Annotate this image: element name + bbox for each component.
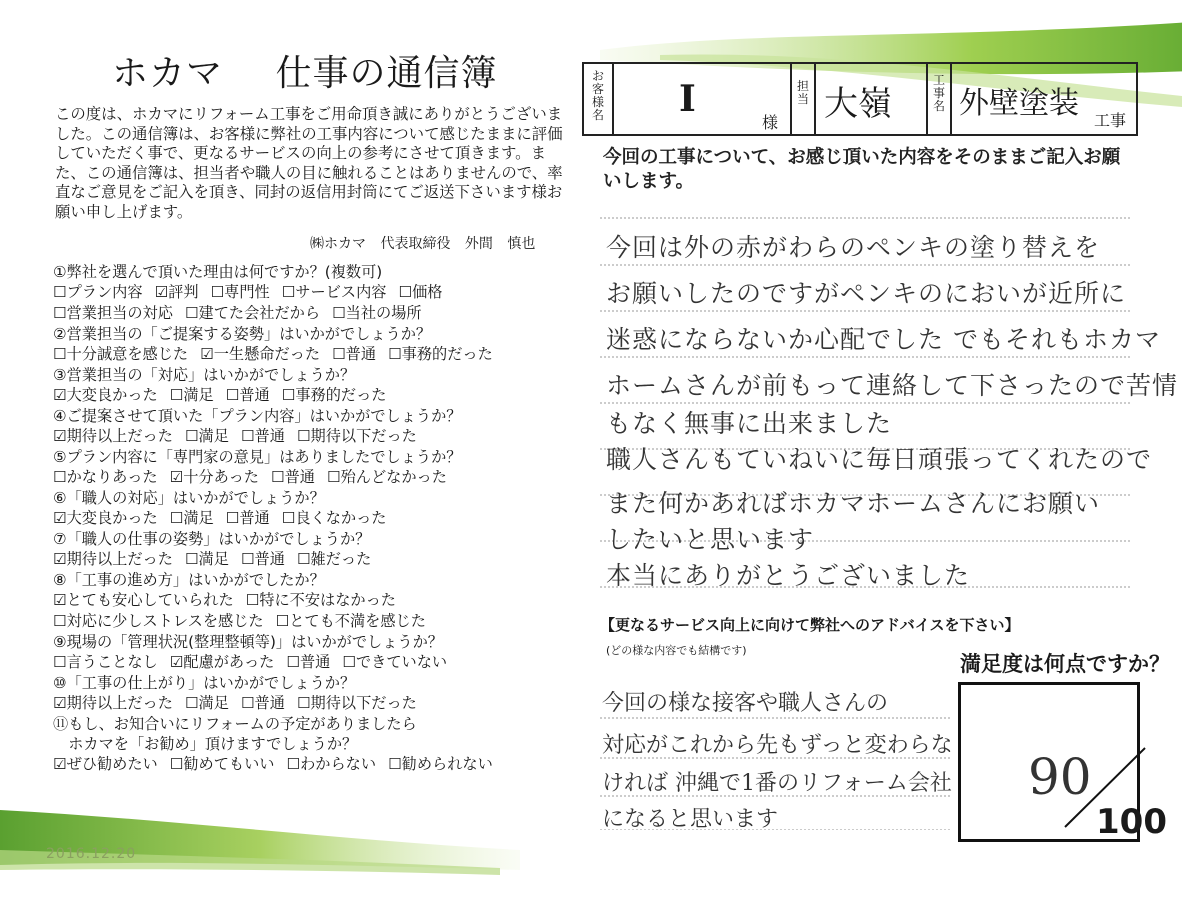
checkbox-option[interactable]: ☑一生懸命だった [200, 345, 321, 363]
satisfaction-score: 90 [1028, 748, 1092, 806]
option-row [53, 754, 573, 775]
option-row [53, 467, 573, 488]
checkbox-option[interactable]: ☐普通 [240, 694, 285, 712]
checkbox-option[interactable]: ☐十分誠意を感じた [53, 345, 189, 363]
question-title: ⑨現場の「管理状況(整理整頓等)」はいかがでしょうか？ [53, 633, 443, 651]
question-10 [53, 673, 573, 714]
checkbox-option[interactable]: ☐満足 [184, 694, 229, 712]
checkbox-option[interactable]: ☐雑だった [296, 550, 372, 568]
date-stamp: 2016.12.20 [46, 846, 137, 862]
checkbox-option[interactable]: ☐満足 [169, 386, 214, 404]
checkbox-option[interactable]: ☐営業担当の対応 [53, 304, 173, 322]
checkbox-option[interactable]: ☐プラン内容 [53, 283, 143, 301]
option-row [53, 282, 573, 303]
customer-label-cell [584, 64, 614, 134]
checkbox-option[interactable]: ☐普通 [332, 345, 377, 363]
checkbox-option[interactable]: ☐わからない [286, 755, 377, 773]
checkbox-option[interactable]: ☐普通 [286, 653, 331, 671]
work-suffix: 工事 [1094, 111, 1127, 130]
option-row [53, 693, 573, 714]
checkbox-option[interactable]: ☐当社の場所 [332, 304, 422, 322]
question-title: ①弊社を選んで頂いた理由は何ですか？(複数可) [53, 263, 383, 281]
comment-line: 迷惑にならないか心配でした でもそれもホカマ [606, 325, 1161, 354]
question-3 [53, 365, 573, 406]
checkbox-option[interactable]: ☑ぜひ勧めたい [53, 755, 158, 773]
checkbox-option[interactable]: ☐かなりあった [53, 468, 158, 486]
title-text: 仕事の通信簿 [275, 53, 498, 94]
question-4 [53, 406, 573, 447]
question-title: ⑥「職人の対応」はいかがでしょうか？ [53, 489, 325, 507]
advice-line: になると思います [602, 807, 779, 832]
question-list [53, 262, 573, 775]
comment-line: また何かあればホカマホームさんにお願い [606, 489, 1101, 518]
comment-line: お願いしたのですがペンキのにおいが近所に [606, 279, 1127, 308]
checkbox-option[interactable]: ☐勧めてもいい [169, 755, 275, 773]
checkbox-option[interactable]: ☑十分あった [169, 468, 259, 486]
comment-line: 今回は外の赤がわらのペンキの塗り替えを [606, 233, 1101, 262]
comment-prompt: 今回の工事について、お感じ頂いた内容をそのままご記入お願いします。 [603, 147, 1121, 192]
question-7 [53, 529, 573, 570]
checkbox-option[interactable]: ☐良くなかった [281, 509, 387, 527]
checkbox-option[interactable]: ☐建てた会社だから [184, 304, 321, 322]
question-1 [53, 262, 573, 324]
checkbox-option[interactable]: ☐普通 [225, 509, 270, 527]
checkbox-option[interactable]: ☑評判 [154, 283, 199, 301]
rep-name: 大嶺 [824, 84, 892, 124]
page-title [112, 45, 497, 96]
rep-label-cell [792, 64, 816, 134]
advice-line: ければ 沖縄で1番のリフォーム会社 [602, 771, 952, 796]
comment-line: したいと思います [606, 525, 815, 554]
option-row [53, 590, 573, 611]
customer-label: お客様名 [591, 69, 604, 122]
question-title: ⑩「工事の仕上がり」はいかがでしょうか？ [53, 674, 356, 692]
checkbox-option[interactable]: ☑期待以上だった [53, 694, 173, 712]
advice-heading: 【更なるサービス向上に向けて弊社へのアドバイスを下さい】 [600, 616, 1020, 634]
checkbox-option[interactable]: ☐事務的だった [388, 345, 493, 363]
checkbox-option[interactable]: ☐価格 [398, 283, 443, 301]
comment-line: もなく無事に出来ました [606, 409, 893, 438]
checkbox-option[interactable]: ☑期待以上だった [53, 427, 173, 445]
question-title: ⑪もし、お知合いにリフォームの予定がありましたら [53, 715, 417, 733]
checkbox-option[interactable]: ☐期待以下だった [296, 427, 417, 445]
checkbox-option[interactable]: ☐言うことなし [53, 653, 158, 671]
checkbox-option[interactable]: ☐勧められない [388, 755, 493, 773]
question-11 [53, 714, 573, 775]
option-row [53, 611, 573, 632]
checkbox-option[interactable]: ☐特に不安はなかった [245, 591, 396, 609]
green-swoosh-bottom [0, 790, 520, 900]
checkbox-option[interactable]: ☑期待以上だった [53, 550, 173, 568]
comment-line: ホームさんが前もって連絡して下さったので苦情 [606, 371, 1179, 400]
option-row [53, 426, 573, 447]
option-row [53, 303, 573, 324]
option-row [53, 549, 573, 570]
checkbox-option[interactable]: ☐満足 [184, 550, 229, 568]
satisfaction-question: 満足度は何点ですか？ [960, 652, 1170, 676]
work-label: 工事名 [932, 73, 945, 113]
rep-label: 担当 [796, 79, 809, 106]
customer-info-box [582, 62, 1138, 136]
customer-suffix: 様 [762, 113, 779, 132]
question-title-cont: ホカマを「お勧め」頂けますでしょうか？ [53, 735, 358, 753]
checkbox-option[interactable]: ☑とても安心していられた [53, 591, 234, 609]
checkbox-option[interactable]: ☐満足 [169, 509, 214, 527]
question-title: ③営業担当の「対応」はいかがでしょうか？ [53, 366, 356, 384]
question-title: ⑤プラン内容に「専門家の意見」はありましたでしょうか？ [53, 448, 462, 466]
checkbox-option[interactable]: ☐できていない [342, 653, 448, 671]
signature: ㈱ホカマ 代表取締役 外間 慎也 [310, 236, 536, 252]
checkbox-option[interactable]: ☑大変良かった [53, 509, 158, 527]
checkbox-option[interactable]: ☐満足 [184, 427, 229, 445]
question-9 [53, 632, 573, 673]
advice-subheading: (どの様な内容でも結構です) [606, 644, 747, 657]
satisfaction-max: 100 [1096, 802, 1167, 842]
checkbox-option[interactable]: ☑大変良かった [53, 386, 158, 404]
checkbox-option[interactable]: ☐とても不満を感じた [275, 612, 426, 630]
question-5 [53, 447, 573, 488]
question-2 [53, 324, 573, 365]
comment-line: 職人さんもていねいに毎日頑張ってくれたので [606, 445, 1153, 474]
intro-text: この度は、ホカマにリフォーム工事をご用命頂き誠にありがとうございました。この通信簿は、お客様に弊社の工事内容について感じたままに評価していただく事で、更なるサービスの向上の参考にさせて頂きます。また、この通信簿は、担当者や職人の目に触れることはありませんので、率直なご意見をご記入を頂き、同封の返信用封筒にてご返送下さいます様お願い申し上げます。 [55, 105, 563, 221]
question-title: ④ご提案させて頂いた「プラン内容」はいかがでしょうか？ [53, 407, 462, 425]
advice-line: 今回の様な接客や職人さんの [602, 691, 889, 716]
question-title: ⑧「工事の進め方」はいかがでしたか？ [53, 571, 325, 589]
advice-line: 対応がこれから先もずっと変わらな [602, 733, 953, 758]
checkbox-option[interactable]: ☐期待以下だった [296, 694, 417, 712]
checkbox-option[interactable]: ☐普通 [225, 386, 270, 404]
comment-line: 本当にありがとうございました [606, 561, 971, 590]
checkbox-option[interactable]: ☐サービス内容 [281, 283, 387, 301]
work-name: 外壁塗装 [959, 86, 1079, 121]
option-row [53, 344, 573, 365]
checkbox-option[interactable]: ☐普通 [240, 427, 285, 445]
checkbox-option[interactable]: ☐普通 [271, 468, 315, 486]
option-row [53, 385, 573, 406]
brand-name: ホカマ [112, 53, 224, 94]
option-row [53, 652, 573, 673]
option-row [53, 508, 573, 529]
customer-name: I [679, 78, 696, 120]
checkbox-option[interactable]: ☐普通 [240, 550, 285, 568]
work-label-cell [928, 64, 952, 134]
checkbox-option[interactable]: ☐対応に少しストレスを感じた [53, 612, 264, 630]
question-6 [53, 488, 573, 529]
question-8 [53, 570, 573, 632]
question-title: ⑦「職人の仕事の姿勢」はいかがでしょうか？ [53, 530, 371, 548]
question-title: ②営業担当の「ご提案する姿勢」はいかがでしょうか？ [53, 325, 432, 343]
checkbox-option[interactable]: ☑配慮があった [169, 653, 275, 671]
checkbox-option[interactable]: ☐殆んどなかった [327, 468, 447, 486]
checkbox-option[interactable]: ☐事務的だった [281, 386, 387, 404]
checkbox-option[interactable]: ☐専門性 [210, 283, 270, 301]
